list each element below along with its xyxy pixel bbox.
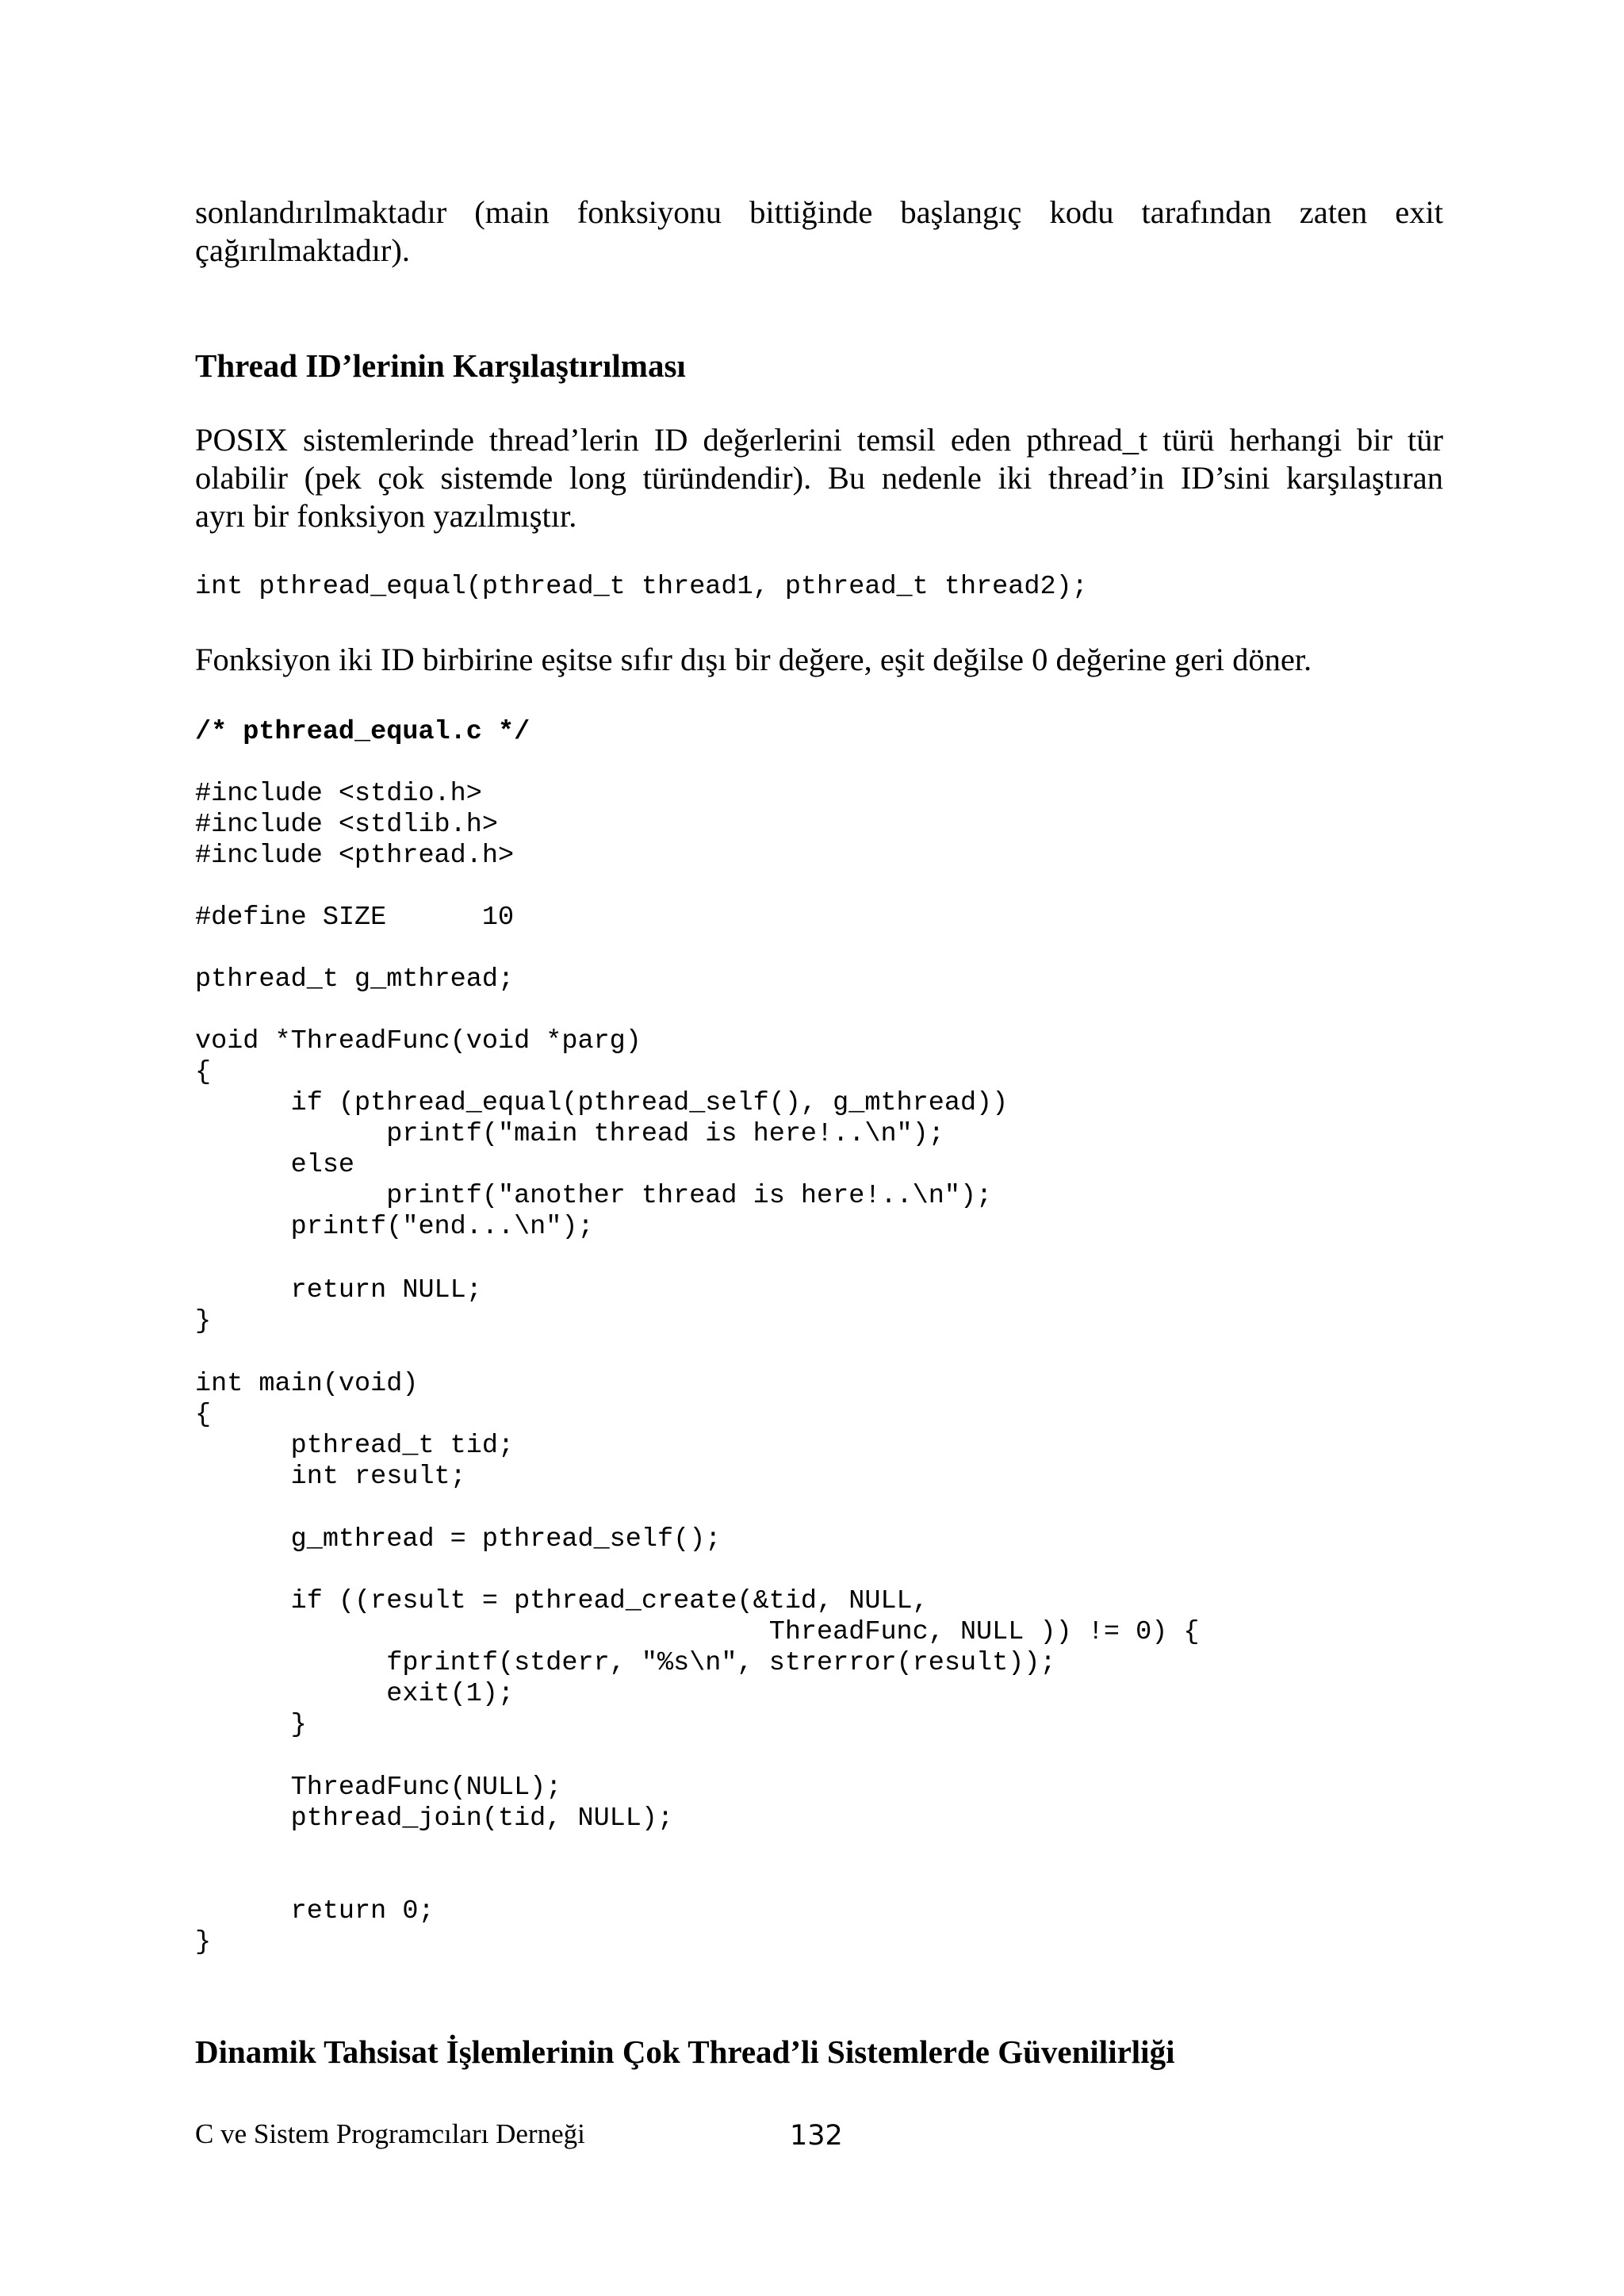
code-block-main-return: return 0; } xyxy=(195,1896,435,1957)
paragraph-line: POSIX sistemlerinde thread’lerin ID değerlerini temsil eden pthread_t türü herhangi bir tür xyxy=(195,422,1443,458)
code-block-self: g_mthread = pthread_self(); xyxy=(195,1524,722,1554)
intro-paragraph xyxy=(195,194,1443,270)
code-block-global: pthread_t g_mthread; xyxy=(195,964,515,995)
code-block-join: ThreadFunc(NULL); pthread_join(tid, NULL); xyxy=(290,1773,674,1834)
paragraph-line: ayrı bir fonksiyon yazılmıştır. xyxy=(195,498,577,534)
paragraph-line: olabilir (pek çok sistemde long türündendir). Bu nedenle iki thread’in ID’sini karşılaştıran xyxy=(195,460,1443,496)
page-number: 132 xyxy=(790,2120,843,2152)
code-block-threadfunc: void *ThreadFunc(void *parg) { if (pthread_equal(pthread_self(), g_mthread)) printf("main thread is here!..\n"); else printf("another thread is here!..\n"); printf("end...\n"); xyxy=(195,1026,1009,1242)
code-block-main-header: int main(void) { pthread_t tid; int result; xyxy=(195,1369,515,1492)
code-block-define: #define SIZE 10 xyxy=(195,903,515,933)
intro-line: sonlandırılmaktadır (main fonksiyonu bittiğinde başlangıç kodu tarafından zaten exit xyxy=(195,194,1443,230)
function-description: Fonksiyon iki ID birbirine eşitse sıfır dışı bir değere, eşit değilse 0 değerine geri döner. xyxy=(195,642,1312,677)
code-block-threadfunc-return: return NULL; } xyxy=(195,1275,482,1336)
section1-paragraph xyxy=(195,421,1443,535)
code-file-title: /* pthread_equal.c */ xyxy=(195,717,530,747)
intro-line: çağırılmaktadır). xyxy=(195,232,411,268)
code-block-includes: #include <stdio.h> #include <stdlib.h> #include <pthread.h> xyxy=(195,779,515,871)
code-block-create: if ((result = pthread_create(&tid, NULL, ThreadFunc, NULL )) != 0) { fprintf(stderr, "%s\n", strerror(result)); exit(1); } xyxy=(290,1586,1200,1740)
section-heading: Thread ID’lerinin Karşılaştırılması xyxy=(195,347,686,384)
function-prototype: int pthread_equal(pthread_t thread1, pthread_t thread2); xyxy=(195,572,1088,602)
footer-publisher: C ve Sistem Programcıları Derneği xyxy=(195,2118,585,2149)
section-heading: Dinamik Tahsisat İşlemlerinin Çok Thread’li Sistemlerde Güvenilirliği xyxy=(195,2033,1175,2070)
